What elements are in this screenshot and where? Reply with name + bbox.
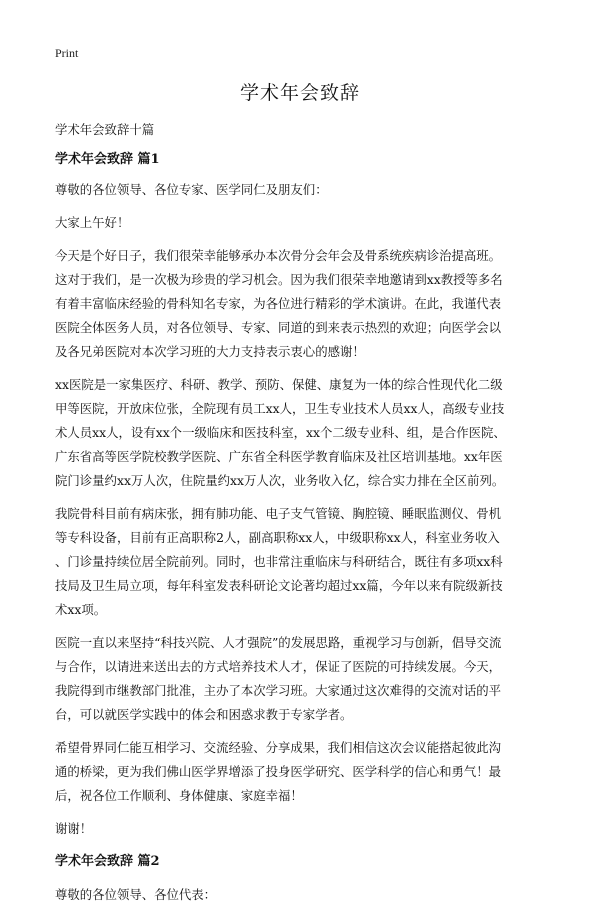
text-line: 等专科设备，目前有正高职称2人，副高职称xx人，中级职称xx人，科室业务收入 (55, 530, 500, 545)
closing: 谢谢！ (55, 821, 93, 836)
text-line: xx医院是一家集医疗、科研、教学、预防、保健、康复为一体的综合性现代化二级 (55, 377, 503, 392)
paragraph (55, 631, 547, 727)
paragraph (55, 244, 547, 364)
text-line: 甲等医院，开放床位张，全院现有员工xx人，卫生专业技术人员xx人，高级专业技 (55, 401, 505, 416)
text-line: 我院骨科目前有病床张，拥有肺功能、电子支气管镜、胸腔镜、睡眠监测仪、骨机 (55, 506, 502, 521)
text-line: 、门诊量持续位居全院前列。同时，也非常注重临床与科研结合，既往有多项xx科 (55, 554, 503, 569)
page-title: 学术年会致辞 (239, 82, 360, 104)
salutation: 尊敬的各位领导、各位专家、医学同仁及朋友们： (55, 182, 328, 197)
text-line: 技局及卫生局立项，每年科室发表科研论文论著均超过xx篇，今年以来有院级新技 (55, 578, 503, 593)
text-line: 希望骨界同仁能互相学习、交流经验、分享成果，我们相信这次会议能搭起彼此沟 (55, 740, 502, 755)
text-line: 术xx项。 (55, 602, 107, 617)
text-line: 今天是个好日子，我们很荣幸能够承办本次骨分会年会及骨系统疾病诊治提高班。 (55, 248, 502, 263)
print-link[interactable]: Print (55, 46, 79, 60)
text-line: 医院一直以来坚持“科技兴院、人才强院”的发展思路，重视学习与创新，倡导交流 (55, 635, 502, 650)
text-line: 与合作，以请进来送出去的方式培养技术人才，保证了医院的可持续发展。今天， (55, 659, 502, 674)
text-line: 通的桥梁，更为我们佛山医学界增添了投身医学研究、医学科学的信心和勇气！最 (55, 764, 502, 779)
text-line: 台，可以就医学实践中的体会和困惑求教于专家学者。 (55, 707, 353, 722)
text-line: 医院全体医务人员，对各位领导、专家、同道的到来表示热烈的欢迎；向医学会以 (55, 320, 502, 335)
section-heading: 学术年会致辞 篇1 (55, 152, 160, 167)
paragraph (55, 373, 547, 493)
paragraph (55, 736, 547, 808)
document-subtitle: 学术年会致辞十篇 (55, 122, 155, 137)
document-body (55, 118, 547, 907)
text-line: 术人员xx人，设有xx个一级临床和医技科室，xx个二级专业科、组，是合作医院、 (55, 425, 506, 440)
text-line: 及各兄弟医院对本次学习班的大力支持表示衷心的感谢！ (55, 344, 365, 359)
text-line: 我院得到市继教部门批准，主办了本次学习班。大家通过这次难得的交流对话的平 (55, 683, 502, 698)
text-line: 这对于我们，是一次极为珍贵的学习机会。因为我们很荣幸地邀请到xx教授等多名 (55, 272, 503, 287)
text-line: 广东省高等医学院校教学医院、广东省全科医学教育临床及社区培训基地。xx年医 (55, 449, 503, 464)
greeting: 大家上午好！ (55, 215, 130, 230)
text-line: 后，祝各位工作顺利、身体健康、家庭幸福！ (55, 788, 303, 803)
paragraph (55, 502, 547, 622)
text-line: 有着丰富临床经验的骨科知名专家，为各位进行精彩的学术演讲。在此，我谨代表 (55, 296, 502, 311)
section-heading: 学术年会致辞 篇2 (55, 854, 160, 869)
salutation: 尊敬的各位领导、各位代表： (55, 887, 217, 902)
text-line: 院门诊量约xx万人次，住院量约xx万人次，业务收入亿，综合实力排在全区前列。 (55, 473, 505, 488)
